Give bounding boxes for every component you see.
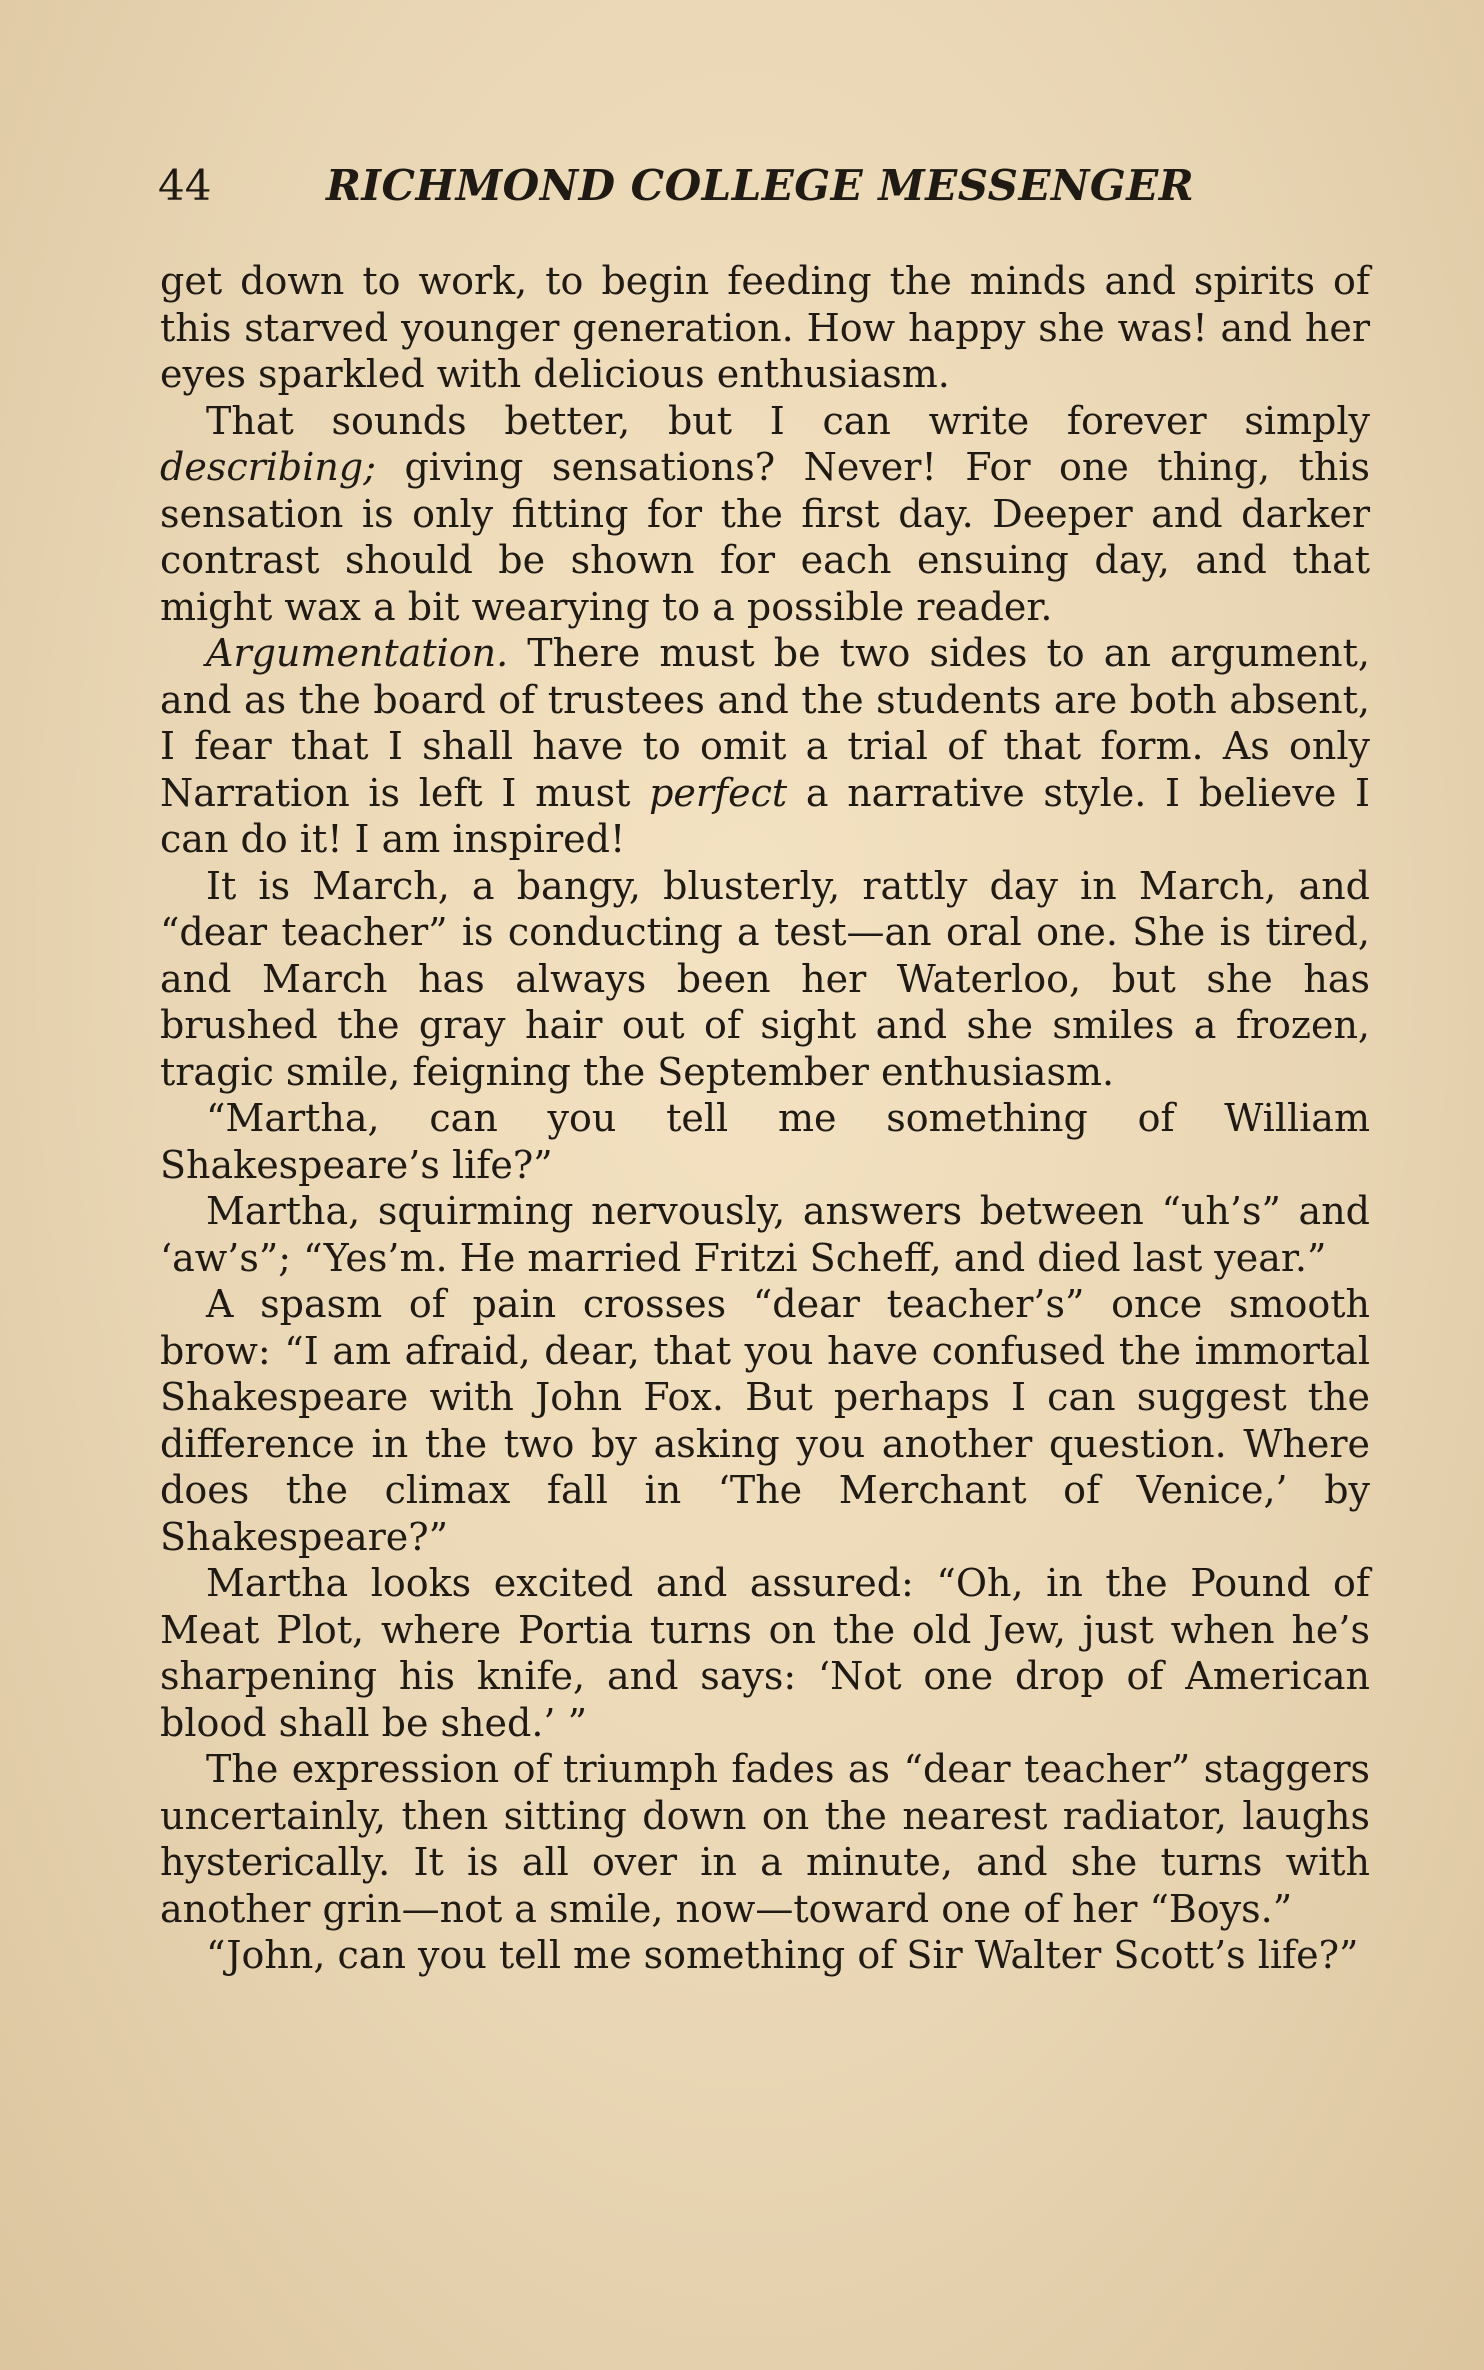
paragraph: “John, can you tell me something of Sir Walter Scott’s life?” (206, 1933, 1359, 1977)
paragraph: “Martha, can you tell me something of William Shakespeare’s life?” (160, 1096, 1370, 1187)
paragraph-text: That sounds better, but I can write forever simply (206, 398, 1370, 443)
italic-text: Argumentation. (206, 631, 509, 675)
paragraph-text: a narrative style. I believe I can do it! I am inspired! (160, 770, 1371, 861)
paragraph: It is March, a bangy, blusterly, rattly day in March, and “dear teacher” is conducting a test—an oral one. She is tired, and March has always been her Waterloo, but she has brushed the gray hair out of sight and she smiles a frozen, tragic smile, feigning the September enthusiasm. (160, 863, 1370, 1094)
italic-text: describing; (160, 445, 376, 489)
paragraph-text: There must be two sides to an argument, and as the board of trustees and the students are both absent, I fear that I shall have to omit a trial of that form. As only Narration is left I must (160, 631, 1370, 815)
italic-text: perfect (649, 770, 788, 815)
page-number: 44 (158, 161, 212, 210)
body-text (160, 258, 1370, 1979)
paragraph (160, 630, 1370, 863)
paragraph: A spasm of pain crosses “dear teacher’s” once smooth brow: “I am afraid, dear, that you have confused the immortal Shakespeare with John Fox. But perhaps I can suggest the difference in the two by asking you another question. Where does the climax fall in ‘The Merchant of Venice,’ by Shakespeare?” (160, 1282, 1370, 1559)
paragraph: Martha looks excited and assured: “Oh, in the Pound of Meat Plot, where Portia turns on the old Jew, just when he’s sharpening his knife, and says: ‘Not one drop of American blood shall be shed.’ ” (160, 1561, 1370, 1745)
running-title: RICHMOND COLLEGE MESSENGER (326, 161, 1195, 210)
paragraph-text: giving sensations? Never! For one thing, this sensation is only fitting for the first day. Deeper and darker contrast should be shown for each ensuing day, and that might wax a bit wearying to a possible reader. (160, 445, 1370, 629)
paragraph: Martha, squirming nervously, answers between “uh’s” and ‘aw’s”; “Yes’m. He married Fritzi Scheff, and died last year.” (160, 1189, 1370, 1280)
paragraph: The expression of triumph fades as “dear teacher” staggers uncertainly, then sitting down on the nearest radiator, laughs hysterically. It is all over in a minute, and she turns with another grin—not a smile, now—toward one of her “Boys.” (160, 1747, 1370, 1931)
running-header (158, 156, 1380, 216)
paragraph: get down to work, to begin feeding the minds and spirits of this starved younger generation. How happy she was! and her eyes sparkled with delicious enthusiasm. (160, 259, 1370, 396)
paragraph (160, 398, 1370, 631)
